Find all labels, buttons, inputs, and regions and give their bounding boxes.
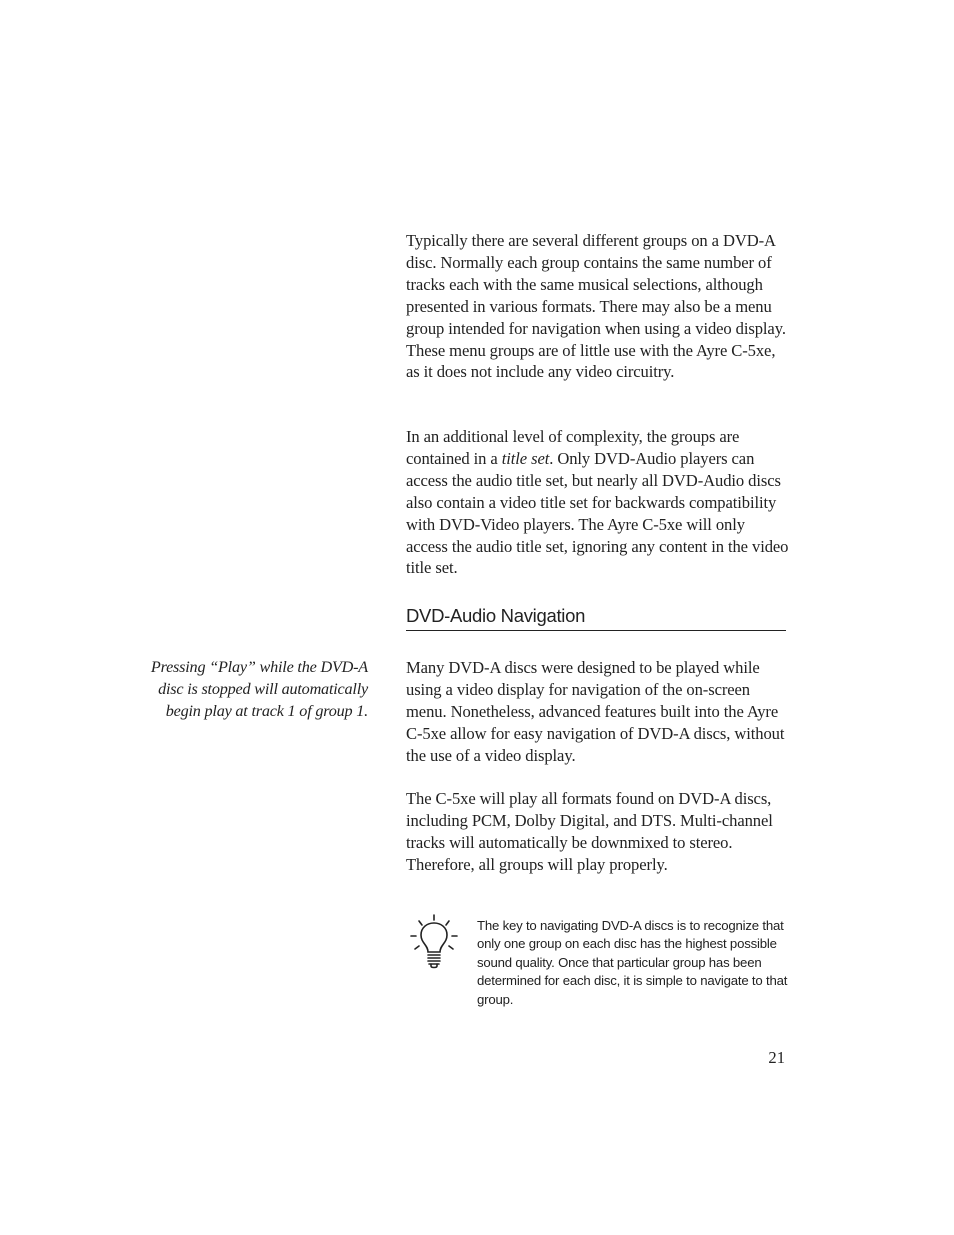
margin-note: Pressing “Play” while the DVD-A disc is stopped will automatically begin play at track 1 of group 1. (150, 658, 368, 720)
paragraph-text: In an additional level of complexity, the groups are contained in a (406, 427, 740, 468)
section-heading: DVD-Audio Navigation (406, 603, 786, 631)
tip-text: The key to navigating DVD-A discs is to recognize that only one group on each disc has the highest possible sound quality. Once that particular group has been determined for each disc, it is simple to navigate to that group. (477, 918, 788, 1007)
body-paragraph-title-set (406, 426, 790, 579)
lightbulb-icon (410, 914, 458, 970)
body-paragraph-formats: The C-5xe will play all formats found on DVD-A discs, including PCM, Dolby Digital, and DTS. Multi-channel tracks will automatically be downmixed to stereo. Therefore, all groups will play properly. (406, 789, 773, 874)
page-number: 21 (768, 1048, 785, 1067)
paragraph-text: . Only DVD-Audio players can access the audio title set, but nearly all DVD-Audio discs also contain a video title set for backwards compatibility with DVD-Video players. The Ayre C-5xe will only access the audio title set, ignoring any content in the video title set. (406, 448, 789, 578)
body-paragraph-navigation: Many DVD-A discs were designed to be played while using a video display for navigation of the on-screen menu. Nonetheless, advanced features built into the Ayre C-5xe allow for easy navigation of DVD-A discs, without the use of a video display. (406, 658, 785, 765)
body-paragraph-groups: Typically there are several different groups on a DVD-A disc. Normally each group contains the same number of tracks each with the same musical selections, although presented in various formats. There may also be a menu group intended for navigation when using a video display. These menu groups are of little use with the Ayre C-5xe, as it does not include any video circuitry. (406, 231, 786, 382)
emphasized-term: title set (501, 448, 550, 468)
